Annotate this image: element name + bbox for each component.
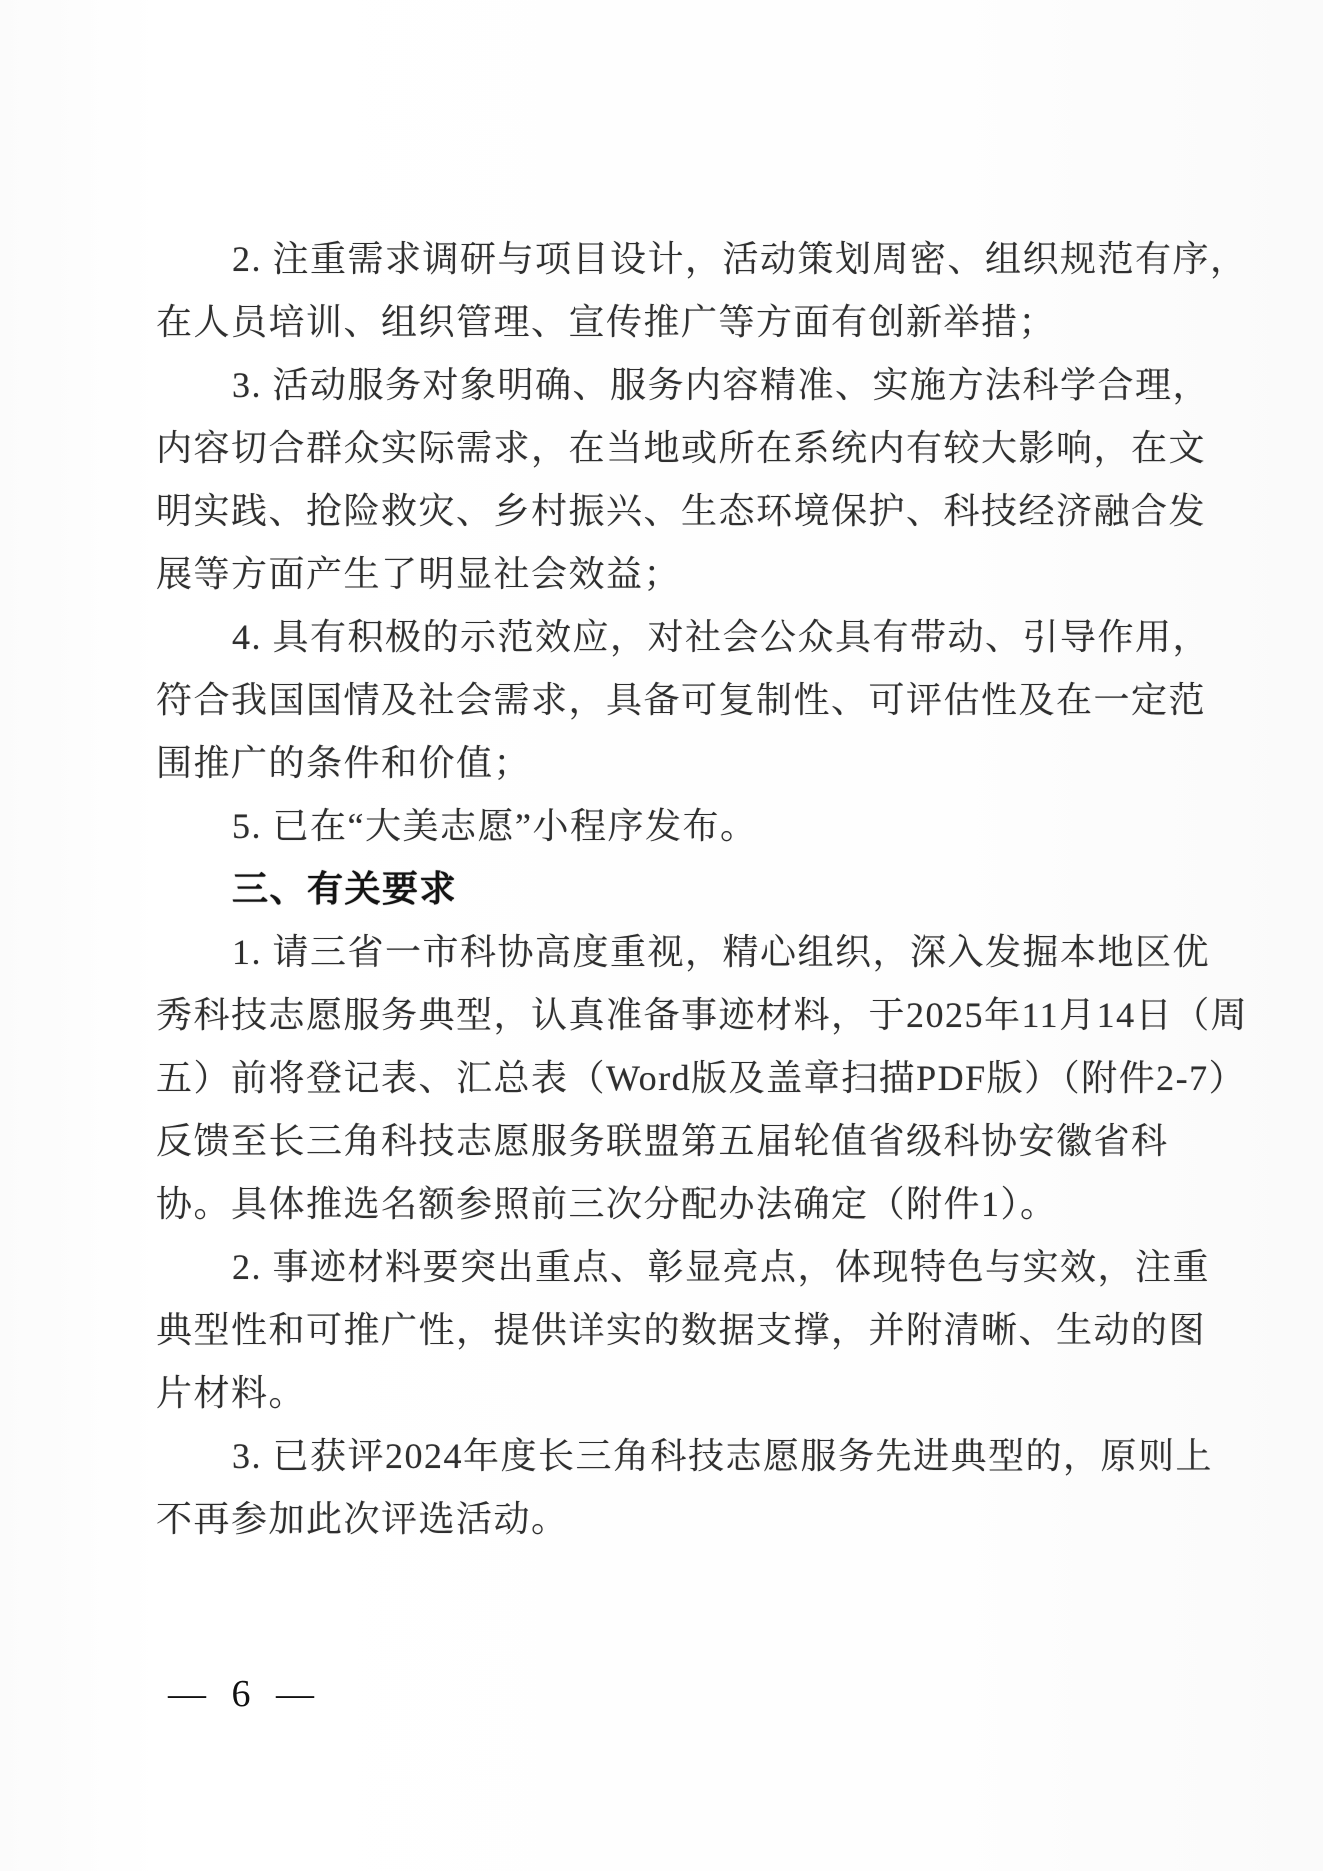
body-line: 5. 已在“大美志愿”小程序发布。 xyxy=(232,806,758,846)
body-line: 2. 事迹材料要突出重点、彰显亮点，体现特色与实效，注重 xyxy=(232,1247,1211,1287)
body-line: 内容切合群众实际需求，在当地或所在系统内有较大影响，在文 xyxy=(156,428,1207,468)
body-line: 在人员培训、组织管理、宣传推广等方面有创新举措； xyxy=(156,302,1057,342)
page-number: — 6 — xyxy=(168,1673,322,1715)
body-line: 片材料。 xyxy=(156,1373,307,1413)
body-line: 2. 注重需求调研与项目设计，活动策划周密、组织规范有序， xyxy=(232,239,1248,279)
body-line: 围推广的条件和价值； xyxy=(156,743,532,783)
body-line: 五）前将登记表、汇总表（Word版及盖章扫描PDF版）（附件2-7） xyxy=(156,1058,1247,1098)
body-line: 3. 已获评2024年度长三角科技志愿服务先进典型的，原则上 xyxy=(232,1436,1214,1476)
body-line: 展等方面产生了明显社会效益； xyxy=(156,554,682,594)
body-line: 4. 具有积极的示范效应，对社会公众具有带动、引导作用， xyxy=(232,617,1211,657)
section-heading: 三、有关要求 xyxy=(232,869,458,909)
body-line: 反馈至长三角科技志愿服务联盟第五届轮值省级科协安徽省科 xyxy=(156,1121,1169,1161)
body-line: 符合我国国情及社会需求，具备可复制性、可评估性及在一定范 xyxy=(156,680,1207,720)
body-line: 不再参加此次评选活动。 xyxy=(156,1499,569,1539)
body-line: 1. 请三省一市科协高度重视，精心组织，深入发掘本地区优 xyxy=(232,932,1211,972)
document-body xyxy=(156,228,1249,1551)
body-line: 典型性和可推广性，提供详实的数据支撑，并附清晰、生动的图 xyxy=(156,1310,1207,1350)
body-line: 3. 活动服务对象明确、服务内容精准、实施方法科学合理， xyxy=(232,365,1211,405)
body-line: 明实践、抢险救灾、乡村振兴、生态环境保护、科技经济融合发 xyxy=(156,491,1207,531)
body-line: 秀科技志愿服务典型，认真准备事迹材料，于2025年11月14日（周 xyxy=(156,995,1249,1035)
body-line: 协。具体推选名额参照前三次分配办法确定（附件1）。 xyxy=(156,1184,1058,1224)
